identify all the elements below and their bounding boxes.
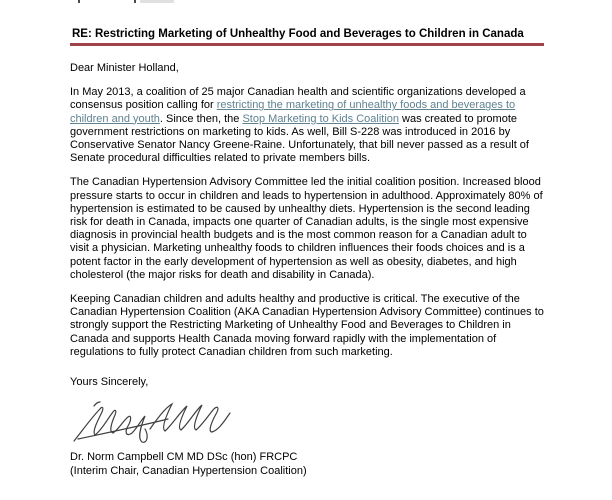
signature-image (72, 399, 262, 445)
text-run: In May 2013, a coalition of 25 major Canadian health and scientific organizations developed a consensus position calling for (70, 86, 526, 112)
paragraph (70, 293, 544, 359)
subject-underline-rule (70, 43, 544, 46)
signatory-name: Dr. Norm Campbell CM MD DSc (hon) FRCPC (70, 451, 298, 464)
paragraph (70, 86, 544, 165)
closing: Yours Sincerely, (70, 376, 149, 389)
letter-body (70, 86, 544, 359)
text-run: was created to promote government restrictions on marketing to kids. As well, Bill S-228 was introduced in 2016 by Conservative Senator Nancy Greene-Raine. Unfortunately, that bill never passed as a result of Senate procedural difficulties related to private members bills. (70, 112, 529, 165)
subject-line: RE: Restricting Marketing of Unhealthy Food and Beverages to Children in Canada (72, 28, 524, 40)
paragraph (70, 176, 544, 282)
signature-tick-stroke (94, 402, 100, 406)
text-run: Keeping Canadian children and adults healthy and productive is critical. The executive of the Canadian Hypertension Coalition (AKA Canadian Hypertension Advisory Committee) continues to strongly support the Restricting Marketing of Unhealthy Food and Beverages to Children in Canada and supports Health Canada moving forward rapidly with the implementation of regulations to fully protect Canadian children from such marketing. (70, 293, 544, 358)
text-run: . Since then, the (159, 112, 243, 125)
signatory-title: (Interim Chair, Canadian Hypertension Coalition) (70, 465, 307, 478)
inline-link[interactable]: Stop Marketing to Kids Coalition (242, 112, 399, 125)
letter-content (70, 0, 544, 479)
inline-link[interactable]: restricting the marketing of unhealthy foods and beverages to children and youth (70, 99, 516, 125)
salutation: Dear Minister Holland, (70, 62, 179, 74)
text-run: The Canadian Hypertension Advisory Committee led the initial coalition position. Increased blood pressure starts to occur in children and leads to hypertension in adulthood. Approximately 80% of hypertension is estimated to be caused by unhealthy diets. Hypertension is the second leading risk for death in Canada, impacts one quarter of Canadian adults, is the single most expensive diagnosis in provincial health budgets and is the most common reason for a Canadian adult to visit a physician. Marketing unhealthy foods to children influences their foods choices and is a potent factor in the early development of hypertension as well as obesity, diabetes, and high cholesterol (the major risks for death and disability in Canada). (70, 176, 543, 281)
